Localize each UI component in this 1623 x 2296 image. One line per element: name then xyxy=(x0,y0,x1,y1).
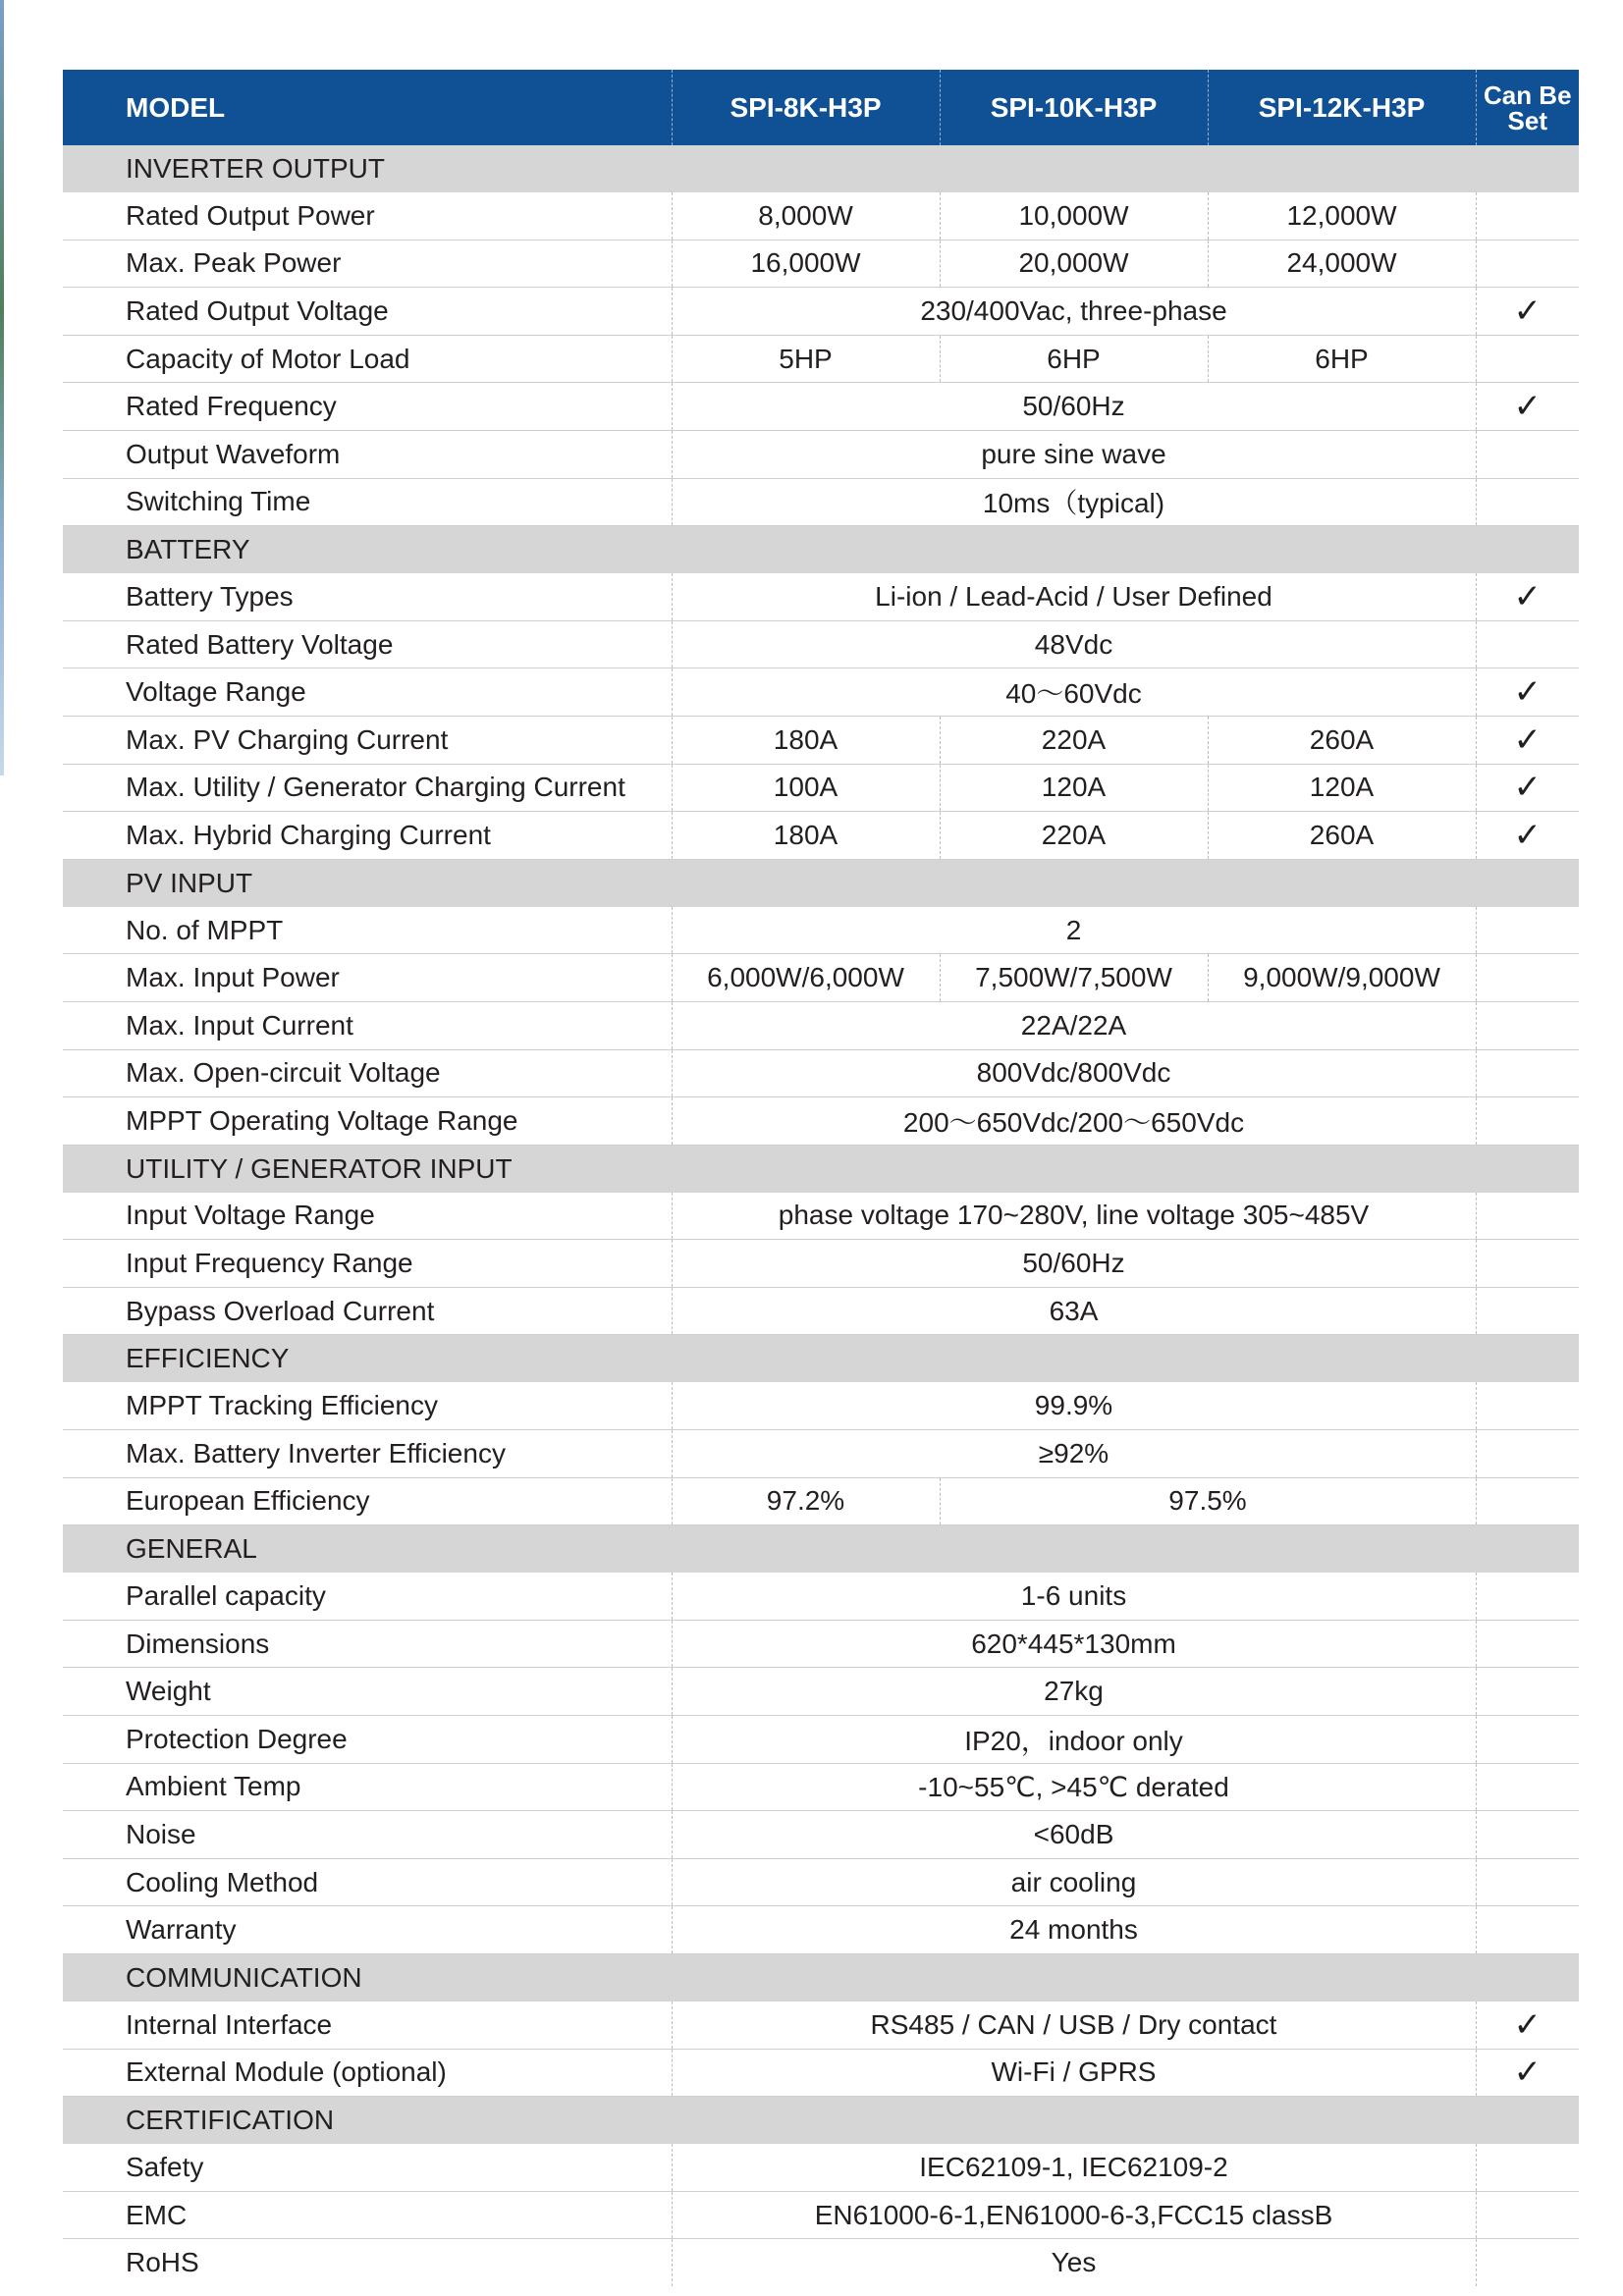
can-be-set-line1: Can Be xyxy=(1483,80,1572,110)
spec-row xyxy=(63,907,1579,954)
spec-label: Rated Output Voltage xyxy=(63,288,672,336)
spec-row xyxy=(63,1620,1579,1668)
spec-value: 20,000W xyxy=(940,240,1208,288)
spec-value: 40～60Vdc xyxy=(672,668,1476,717)
can-be-set-cell xyxy=(1476,1240,1579,1288)
spec-label: Max. Peak Power xyxy=(63,240,672,288)
spec-row xyxy=(63,2239,1579,2286)
spec-value: 16,000W xyxy=(672,240,940,288)
spec-value: 230/400Vac, three-phase xyxy=(672,288,1476,336)
spec-value: 10ms（typical) xyxy=(672,478,1476,526)
can-be-set-cell xyxy=(1476,383,1579,431)
spec-row xyxy=(63,716,1579,764)
check-mark-icon: ✓ xyxy=(1513,577,1542,615)
spec-value: 24 months xyxy=(672,1906,1476,1954)
spec-value: 180A xyxy=(672,812,940,860)
spec-value: 120A xyxy=(1208,764,1476,812)
can-be-set-cell xyxy=(1476,1287,1579,1335)
spec-value: 800Vdc/800Vdc xyxy=(672,1049,1476,1097)
can-be-set-cell xyxy=(1476,1811,1579,1859)
spec-value: 99.9% xyxy=(672,1382,1476,1429)
spec-row xyxy=(63,192,1579,240)
spec-label: Internal Interface xyxy=(63,2002,672,2049)
can-be-set-cell xyxy=(1476,812,1579,860)
model-header-spi-12k: SPI-12K-H3P xyxy=(1208,70,1476,145)
spec-value: 1-6 units xyxy=(672,1573,1476,1620)
spec-label: Rated Output Power xyxy=(63,192,672,240)
spec-value: <60dB xyxy=(672,1811,1476,1859)
check-mark-icon: ✓ xyxy=(1513,2005,1542,2044)
spec-row xyxy=(63,812,1579,860)
can-be-set-cell xyxy=(1476,1097,1579,1146)
section-header-row xyxy=(63,526,1579,574)
spec-value: 50/60Hz xyxy=(672,383,1476,431)
can-be-set-cell xyxy=(1476,2191,1579,2239)
section-title: BATTERY xyxy=(63,526,1579,574)
spec-value: 260A xyxy=(1208,812,1476,860)
can-be-set-cell xyxy=(1476,2049,1579,2097)
spec-row xyxy=(63,1001,1579,1049)
spec-label: Input Frequency Range xyxy=(63,1240,672,1288)
spec-label: EMC xyxy=(63,2191,672,2239)
spec-label: Voltage Range xyxy=(63,668,672,717)
spec-value: 10,000W xyxy=(940,192,1208,240)
section-header-row xyxy=(63,145,1579,192)
spec-label: Dimensions xyxy=(63,1620,672,1668)
can-be-set-cell xyxy=(1476,1430,1579,1478)
spec-row xyxy=(63,2144,1579,2191)
spec-label: Capacity of Motor Load xyxy=(63,335,672,383)
spec-value: -10~55℃, >45℃ derated xyxy=(672,1763,1476,1811)
spec-value: Yes xyxy=(672,2239,1476,2286)
spec-row xyxy=(63,573,1579,620)
section-title: CERTIFICATION xyxy=(63,2097,1579,2145)
can-be-set-cell xyxy=(1476,478,1579,526)
spec-value: 260A xyxy=(1208,716,1476,764)
spec-row xyxy=(63,1573,1579,1620)
spec-value: 200～650Vdc/200～650Vdc xyxy=(672,1097,1476,1146)
spec-row xyxy=(63,1716,1579,1764)
spec-value: Wi-Fi / GPRS xyxy=(672,2049,1476,2097)
spec-row xyxy=(63,1430,1579,1478)
check-mark-icon: ✓ xyxy=(1513,673,1542,712)
section-title: PV INPUT xyxy=(63,859,1579,907)
spec-value: 620*445*130mm xyxy=(672,1620,1476,1668)
check-mark-icon: ✓ xyxy=(1513,2054,1542,2092)
spec-value: phase voltage 170~280V, line voltage 305~485V xyxy=(672,1193,1476,1240)
spec-value: 6HP xyxy=(1208,335,1476,383)
spec-value: 220A xyxy=(940,716,1208,764)
check-mark-icon: ✓ xyxy=(1513,721,1542,759)
spec-row xyxy=(63,620,1579,668)
spec-row xyxy=(63,1906,1579,1954)
spec-row xyxy=(63,764,1579,812)
spec-label: Max. Hybrid Charging Current xyxy=(63,812,672,860)
spec-row xyxy=(63,1049,1579,1097)
section-header-row xyxy=(63,859,1579,907)
check-mark-icon: ✓ xyxy=(1513,388,1542,426)
spec-label: Max. Input Power xyxy=(63,954,672,1002)
can-be-set-cell xyxy=(1476,192,1579,240)
spec-value: 8,000W xyxy=(672,192,940,240)
section-title: INVERTER OUTPUT xyxy=(63,145,1579,192)
spec-value: 2 xyxy=(672,907,1476,954)
section-title: UTILITY / GENERATOR INPUT xyxy=(63,1145,1579,1193)
can-be-set-cell xyxy=(1476,2002,1579,2049)
spec-label: Safety xyxy=(63,2144,672,2191)
can-be-set-cell xyxy=(1476,288,1579,336)
spec-value: 63A xyxy=(672,1287,1476,1335)
section-title: GENERAL xyxy=(63,1525,1579,1574)
section-header-row xyxy=(63,1145,1579,1193)
spec-value: IP20，indoor only xyxy=(672,1716,1476,1764)
can-be-set-cell xyxy=(1476,573,1579,620)
spec-value: 5HP xyxy=(672,335,940,383)
can-be-set-cell xyxy=(1476,1477,1579,1525)
spec-label: Rated Frequency xyxy=(63,383,672,431)
spec-row xyxy=(63,383,1579,431)
spec-label: Warranty xyxy=(63,1906,672,1954)
spec-label: Battery Types xyxy=(63,573,672,620)
spec-value: 6,000W/6,000W xyxy=(672,954,940,1002)
spec-value: pure sine wave xyxy=(672,430,1476,478)
spec-row xyxy=(63,1477,1579,1525)
spec-row xyxy=(63,954,1579,1002)
can-be-set-cell xyxy=(1476,1763,1579,1811)
spec-value: 180A xyxy=(672,716,940,764)
can-be-set-cell xyxy=(1476,1049,1579,1097)
spec-row xyxy=(63,1240,1579,1288)
spec-row xyxy=(63,1097,1579,1146)
spec-label: Noise xyxy=(63,1811,672,1859)
model-header-spi-10k: SPI-10K-H3P xyxy=(940,70,1208,145)
spec-body xyxy=(63,145,1579,2286)
spec-label: Weight xyxy=(63,1668,672,1716)
spec-row xyxy=(63,430,1579,478)
spec-row xyxy=(63,2191,1579,2239)
spec-value: 22A/22A xyxy=(672,1001,1476,1049)
spec-row xyxy=(63,240,1579,288)
can-be-set-cell xyxy=(1476,335,1579,383)
can-be-set-cell xyxy=(1476,240,1579,288)
spec-value: 48Vdc xyxy=(672,620,1476,668)
can-be-set-cell xyxy=(1476,668,1579,717)
spec-value: ≥92% xyxy=(672,1430,1476,1478)
can-be-set-cell xyxy=(1476,1573,1579,1620)
section-title: EFFICIENCY xyxy=(63,1335,1579,1383)
spec-label: Output Waveform xyxy=(63,430,672,478)
can-be-set-cell xyxy=(1476,1858,1579,1906)
spec-value: 6HP xyxy=(940,335,1208,383)
section-title: COMMUNICATION xyxy=(63,1954,1579,2002)
spec-value: RS485 / CAN / USB / Dry contact xyxy=(672,2002,1476,2049)
spec-row xyxy=(63,288,1579,336)
can-be-set-cell xyxy=(1476,954,1579,1002)
spec-row xyxy=(63,2002,1579,2049)
spec-label: Max. PV Charging Current xyxy=(63,716,672,764)
spec-value: IEC62109-1, IEC62109-2 xyxy=(672,2144,1476,2191)
spec-value: 12,000W xyxy=(1208,192,1476,240)
spec-label: Max. Battery Inverter Efficiency xyxy=(63,1430,672,1478)
spec-label: RoHS xyxy=(63,2239,672,2286)
spec-label: Max. Utility / Generator Charging Current xyxy=(63,764,672,812)
can-be-set-cell xyxy=(1476,764,1579,812)
spec-row xyxy=(63,1382,1579,1429)
spec-value: 97.5% xyxy=(940,1477,1476,1525)
spec-value: 9,000W/9,000W xyxy=(1208,954,1476,1002)
spec-row xyxy=(63,1668,1579,1716)
spec-row xyxy=(63,1858,1579,1906)
spec-label: MPPT Operating Voltage Range xyxy=(63,1097,672,1146)
spec-label: Parallel capacity xyxy=(63,1573,672,1620)
check-mark-icon: ✓ xyxy=(1513,816,1542,854)
can-be-set-header xyxy=(1476,70,1579,145)
can-be-set-cell xyxy=(1476,907,1579,954)
spec-label: Cooling Method xyxy=(63,1858,672,1906)
can-be-set-cell xyxy=(1476,1382,1579,1429)
can-be-set-cell xyxy=(1476,2239,1579,2286)
spec-row xyxy=(63,1193,1579,1240)
spec-row xyxy=(63,1287,1579,1335)
spec-row xyxy=(63,668,1579,717)
spec-value: 7,500W/7,500W xyxy=(940,954,1208,1002)
can-be-set-cell xyxy=(1476,716,1579,764)
spec-value: 120A xyxy=(940,764,1208,812)
can-be-set-line2: Set xyxy=(1507,105,1547,135)
spec-row xyxy=(63,478,1579,526)
spec-value: Li-ion / Lead-Acid / User Defined xyxy=(672,573,1476,620)
spec-label: Protection Degree xyxy=(63,1716,672,1764)
can-be-set-cell xyxy=(1476,1193,1579,1240)
photo-edge-strip xyxy=(0,0,4,775)
can-be-set-cell xyxy=(1476,1001,1579,1049)
table-header-row xyxy=(63,70,1579,145)
model-header-spi-8k: SPI-8K-H3P xyxy=(672,70,940,145)
spec-row xyxy=(63,1811,1579,1859)
can-be-set-cell xyxy=(1476,1906,1579,1954)
spec-value: 50/60Hz xyxy=(672,1240,1476,1288)
spec-row xyxy=(63,335,1579,383)
spec-row xyxy=(63,2049,1579,2097)
can-be-set-cell xyxy=(1476,620,1579,668)
spec-label: European Efficiency xyxy=(63,1477,672,1525)
model-header: MODEL xyxy=(63,70,672,145)
spec-label: Bypass Overload Current xyxy=(63,1287,672,1335)
spec-value: EN61000-6-1,EN61000-6-3,FCC15 classB xyxy=(672,2191,1476,2239)
spec-value: 27kg xyxy=(672,1668,1476,1716)
spec-label: Max. Input Current xyxy=(63,1001,672,1049)
spec-label: Max. Open-circuit Voltage xyxy=(63,1049,672,1097)
spec-value: 24,000W xyxy=(1208,240,1476,288)
can-be-set-cell xyxy=(1476,430,1579,478)
spec-table xyxy=(63,70,1579,2286)
spec-label: Switching Time xyxy=(63,478,672,526)
spec-label: External Module (optional) xyxy=(63,2049,672,2097)
spec-value: 100A xyxy=(672,764,940,812)
spec-label: Ambient Temp xyxy=(63,1763,672,1811)
section-header-row xyxy=(63,2097,1579,2145)
can-be-set-cell xyxy=(1476,1668,1579,1716)
can-be-set-cell xyxy=(1476,1716,1579,1764)
section-header-row xyxy=(63,1954,1579,2002)
check-mark-icon: ✓ xyxy=(1513,769,1542,807)
spec-label: MPPT Tracking Efficiency xyxy=(63,1382,672,1429)
check-mark-icon: ✓ xyxy=(1513,292,1542,330)
spec-label: Rated Battery Voltage xyxy=(63,620,672,668)
spec-label: Input Voltage Range xyxy=(63,1193,672,1240)
can-be-set-cell xyxy=(1476,1620,1579,1668)
spec-row xyxy=(63,1763,1579,1811)
section-header-row xyxy=(63,1335,1579,1383)
can-be-set-cell xyxy=(1476,2144,1579,2191)
spec-label: No. of MPPT xyxy=(63,907,672,954)
spec-value: air cooling xyxy=(672,1858,1476,1906)
spec-value: 97.2% xyxy=(672,1477,940,1525)
spec-value: 220A xyxy=(940,812,1208,860)
section-header-row xyxy=(63,1525,1579,1574)
